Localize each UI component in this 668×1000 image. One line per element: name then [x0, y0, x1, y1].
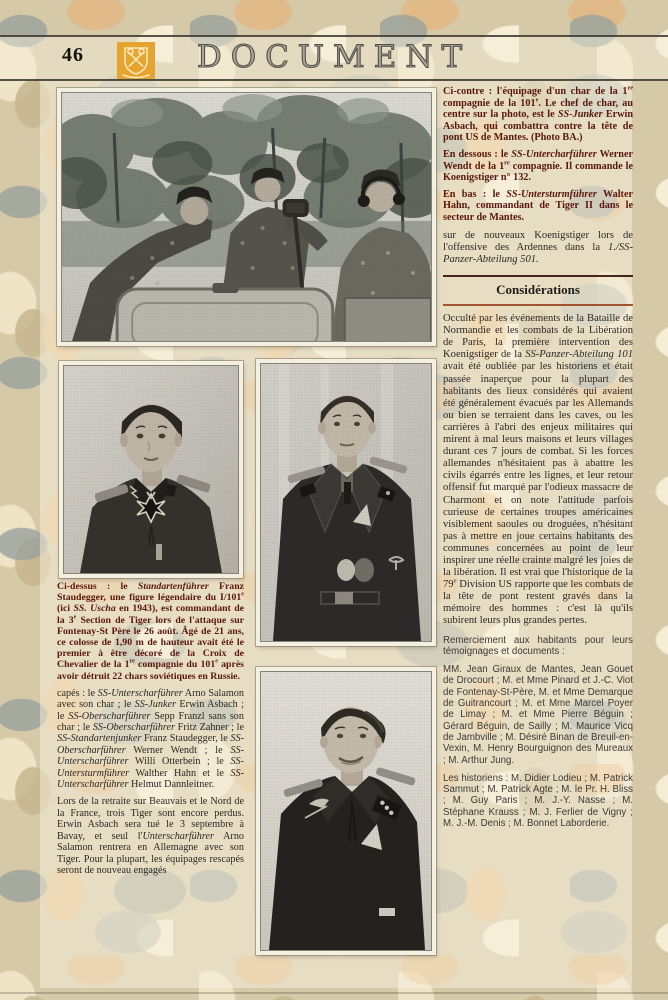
page-number: 46 — [62, 44, 84, 66]
section-rule-bottom — [443, 304, 633, 306]
acknowledgement-inhabitants: MM. Jean Giraux de Mantes, Jean Gouet de Drocourt ; M. et Mme Pinard et J.-C. Viot de Fontenay-St-Père, M. et Mme Demarque de Guitrancourt ; M. et Mme Marcel Poyer de Limay ; M. et Mme Pierre Béguin ; Gérard Béguin, de Sailly ; M. Maurice Vicq de Jambville ; M. Désiré Binan de Breuil-en-Vexin, M. Henry Bourguignon des Mureaux ; M. Arthur Jung. — [443, 664, 633, 766]
portrait-photo-wendt — [256, 359, 436, 646]
left-body-paragraph-1: capés : le SS-Unterscharführer Arno Salamon avec son char ; le SS-Junker Erwin Asbach ; le SS-Oberscharführer Sepp Franzl sans son char ; le SS-Oberscharführer Fritz Zahner ; le SS-Standartenjunker Franz Staudegger, le SS-Oberscharführer Werner Wendt ; le SS-Unterscharführer Willi Otterbein ; le SS-Untersturmführer Walther Hahn et le SS-Unterscharführer Helmut Dannleitner. — [57, 687, 244, 791]
top-photo-caption-1: Ci-contre : l'équipage d'un char de la 1re compagnie de la 101e. Le chef de char, au centre sur la photo, est le SS-Junker Erwin Asbach, qui combattra contre la tête de pont US de Mantes. (Photo BA.) — [443, 86, 633, 144]
left-body-paragraph-2: Lors de la retraite sur Beauvais et le Nord de la France, trois Tiger sont encore perdus. Erwin Asbach sera tué le 3 septembre à Bavay, et seul l'Unterscharführer Arno Salamon rentrera en Allemagne avec son Tiger. Pour la plupart, les équipages rescapés seront de nouveau engagés — [57, 796, 244, 876]
header-rule-top — [0, 35, 668, 37]
top-photo-tank-crew — [57, 88, 436, 346]
footer-rule — [0, 992, 668, 994]
right-intro-paragraph: sur de nouveaux Koenigstiger lors de l'offensive des Ardennes dans la 1./SS-Panzer-Abteilung 501. — [443, 229, 633, 265]
portrait-wendt-image — [261, 364, 431, 641]
acknowledgement-historians: Les historiens : M. Didier Lodieu ; M. Patrick Sammut ; M. Patrick Agte ; M. le Pr. H. Bliss ; M. Guy Paris ; M. J.-Y. Nasse ; M. Stéphane Krauss ; M. J. Ferlier de Vigny ; M. J.-M. Denis ; M. Bonnet Laborderie. — [443, 772, 633, 829]
section-header — [443, 275, 633, 306]
left-photo-caption: Ci-dessus : le Standartenführer Franz Staudegger, une figure légendaire du I/101e (ici SS. Uscha en 1943), est commandant de la 3e Section de Tiger lors de l'attaque sur Fontenay-St Père le 26 août. Âgé de 21 ans, ce colosse de 1,90 m de hauteur avait été le premier à être décoré de la Croix de Chevalier de la 1re compagnie du 101e après avoir détruit 22 chars soviétiques en Russie. — [57, 581, 244, 682]
acknowledgement-intro: Remerciement aux habitants pour leurs témoignages et documents : — [443, 634, 633, 657]
top-photo-caption-3: En bas : le SS-Untersturmführer Walter Hahn, commandant de Tiger II dans le secteur de Mantes. — [443, 188, 633, 223]
top-photo-caption-2: En dessous : le SS-Untercharführer Werner Wendt de la 1re compagnie. Il commande le Koenigstiger n° 132. — [443, 148, 633, 184]
section-rule-top — [443, 275, 633, 278]
right-text-column — [443, 86, 633, 992]
top-photo-image — [62, 93, 431, 341]
portrait-staudegger-image — [64, 366, 238, 573]
considerations-body: Occulté par les événements de la Bataille de Normandie et les combats de la Libération de Paris, la première intervention des Koenigstiger de la SS-Panzer-Abteilung 101 avait été oubliée par les historiens et était passée inaperçue pour la plupart des habitants des lieux considérés qui avaient été généralement évacués par les Allemands ou bien se terraient dans les caves, ou les carrières à l'abri des enjeux militaires qui mirent à mal leurs maisons et leurs villages durant ces 7 jours de combat. Si les forces allemandes n'hésitaient pas à abattre les civils égarrés entre les lignes, et leur retour offensif fut marqué par l'odieux massacre de Charmont et on note l'attitude parfois curieuse de certaines troupes américaines visiblement saoules ou droguées, n'hésitant pas à mettre en joue certains habitants des communes concernées au point de leur inspirer une réelle crainte malgré les joies de la libération. Il est vrai que l'historique de la 79e Division US rapporte que les combats de la tête de pont restent gravés dans la mémoire des hommes : c'est là qu'ils subirent leurs plus grandes pertes. — [443, 313, 633, 627]
portrait-hahn-image — [261, 672, 431, 950]
section-title: Considérations — [496, 282, 580, 298]
portrait-photo-staudegger — [59, 361, 243, 578]
left-text-column — [57, 581, 244, 985]
page-title: DOCUMENT — [196, 39, 472, 75]
portrait-photo-hahn — [256, 667, 436, 955]
header-rule-bottom — [0, 79, 668, 81]
